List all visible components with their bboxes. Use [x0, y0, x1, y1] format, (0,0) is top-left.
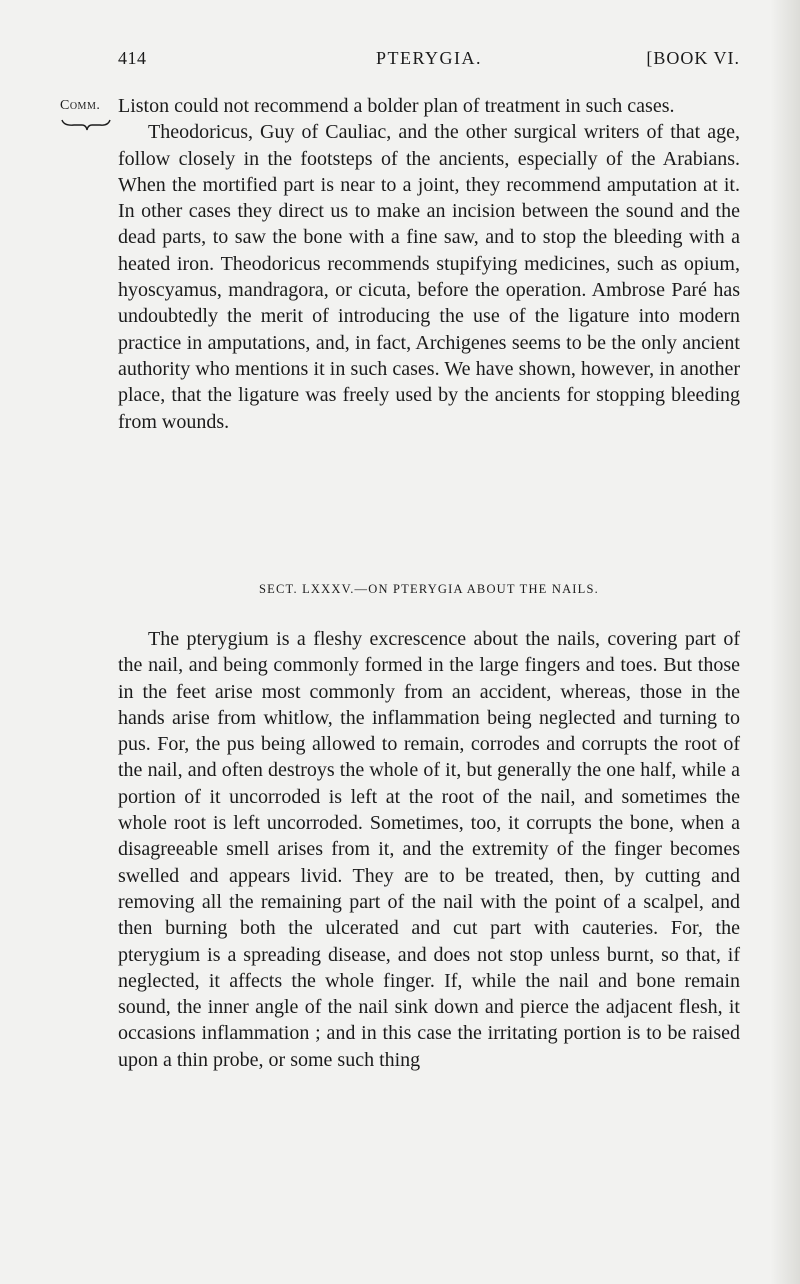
page-edge-shadow	[770, 0, 800, 1284]
page-number: 414	[118, 48, 147, 68]
body-text-top	[118, 93, 740, 435]
paragraph: The pterygium is a fleshy excrescence about the nails, covering part of the nail, and being commonly formed in the large fingers and toes. But those in the feet arise most commonly from an accident, whereas, those in the hands arise from whitlow, the inflammation being neglected and turning to pus. For, the pus being allowed to remain, corrodes and corrupts the root of the nail, and often destroys the whole of it, but generally the one half, while a portion of it uncorroded is left at the root of the nail, and sometimes the whole root is left uncorroded. Sometimes, too, it corrupts the bone, when a disagreeable smell arises from it, and the extremity of the finger becomes swelled and appears livid. They are to be treated, then, by cutting and removing all the remaining part of the nail with the point of a scalpel, and then burning both the ulcerated and cut part with cauteries. For, the pterygium is a spreading disease, and does not stop unless burnt, so that, if neglected, it affects the whole finger. If, while the nail and bone remain sound, the inner angle of the nail sink down and pierce the adjacent flesh, it occasions inflammation ; and in this case the irritating portion is to be raised upon a thin probe, or some such thing	[118, 628, 740, 1071]
running-title: PTERYGIA.	[375, 48, 482, 68]
book-label: [BOOK VI.	[646, 48, 740, 68]
margin-brace-icon	[60, 118, 112, 132]
paragraph: Theodoricus, Guy of Cauliac, and the other surgical writers of that age, follow closely in the footsteps of the ancients, especially of the Arabians. When the mortified part is near to a joint, they recommend amputation at it. In other cases they direct us to make an incision between the sound and the dead parts, to saw the bone with a fine saw, and to stop the bleeding with a heated iron. Theodoricus recommends stupifying medicines, such as opium, hyoscyamus, mandragora, or cicuta, before the operation. Ambrose Paré has undoubtedly the merit of introducing the use of the ligature into modern practice in amputations, and, in fact, Archigenes seems to be the only ancient authority who mentions it in such cases. We have shown, however, in another place, that the ligature was freely used by the ancients for stopping bleeding from wounds.	[118, 121, 740, 433]
running-header	[118, 48, 740, 78]
paragraph: Liston could not recommend a bolder plan of treatment in such cases.	[118, 95, 675, 117]
body-text-bottom	[118, 626, 740, 1073]
section-heading: SECT. LXXXV.—ON PTERYGIA ABOUT THE NAILS.	[259, 582, 599, 596]
margin-note-commentary: Comm.	[60, 98, 101, 113]
